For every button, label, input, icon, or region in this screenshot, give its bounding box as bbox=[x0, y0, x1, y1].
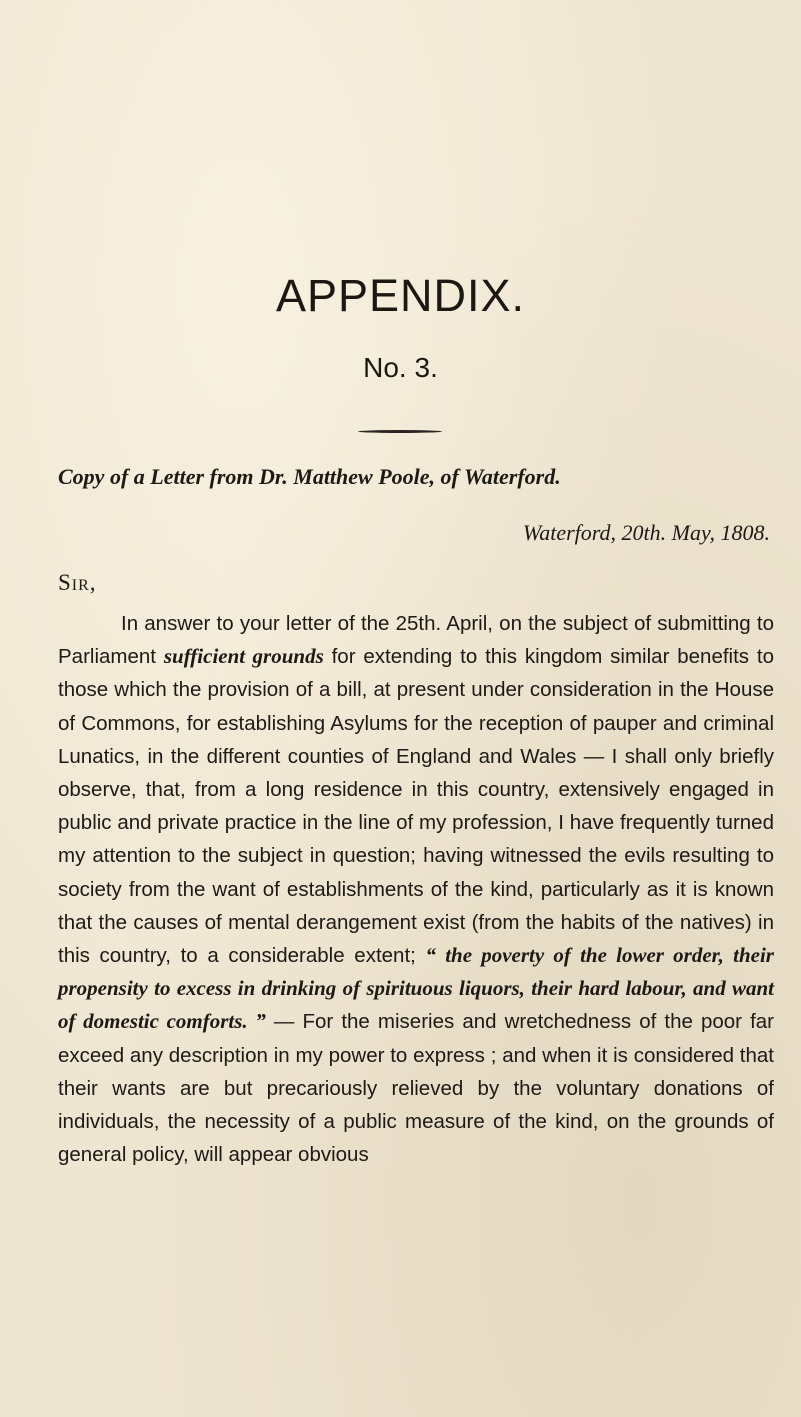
body-emphasis-sufficient-grounds: sufficient grounds bbox=[163, 644, 324, 669]
divider-rule bbox=[358, 430, 442, 433]
letter-body bbox=[58, 607, 774, 1171]
letter-salutation: Sir, bbox=[58, 570, 97, 595]
body-text-part-2: for extending to this kingdom similar benefits to those which the provision of a bill, at present under consideration in the House of Commons, for establishing Asylums for the reception of pauper and criminal Lunatics, in the different counties of England and Wales — I shall only briefly observe, that, from a long residence in this country, extensively engaged in public and private practice in the line of my profession, I have frequently turned my attention to the subject in question; having witnessed the evils resulting to society from the want of establishments of the kind, particularly as it is known that the causes of mental derangement exist (from the habits of the natives) in this country, to a considerable extent; bbox=[58, 645, 774, 968]
body-text-part-3: — For the miseries and wretchedness of the poor far exceed any description in my power to express ; and when it is considered that their wants are but precariously relieved by the voluntary donations of individuals, the necessity of a public measure of the kind, on the grounds of general policy, will appear obvious bbox=[58, 1010, 774, 1167]
letter-dateline: Waterford, 20th. May, 1808. bbox=[522, 520, 770, 545]
letter-caption: Copy of a Letter from Dr. Matthew Poole, of Waterford. bbox=[58, 464, 561, 489]
body-emphasis-quotation: “ the poverty of the lower order, their propensity to excess in drinking of spirituous liquors, their hard labour, and want of domestic comforts. ” bbox=[58, 943, 774, 1034]
appendix-heading: APPENDIX. bbox=[275, 270, 526, 321]
body-text-part-1: In answer to your letter of the 25th. April, on the subject of submitting to Parliament bbox=[58, 612, 774, 669]
appendix-number: No. 3. bbox=[363, 352, 438, 383]
